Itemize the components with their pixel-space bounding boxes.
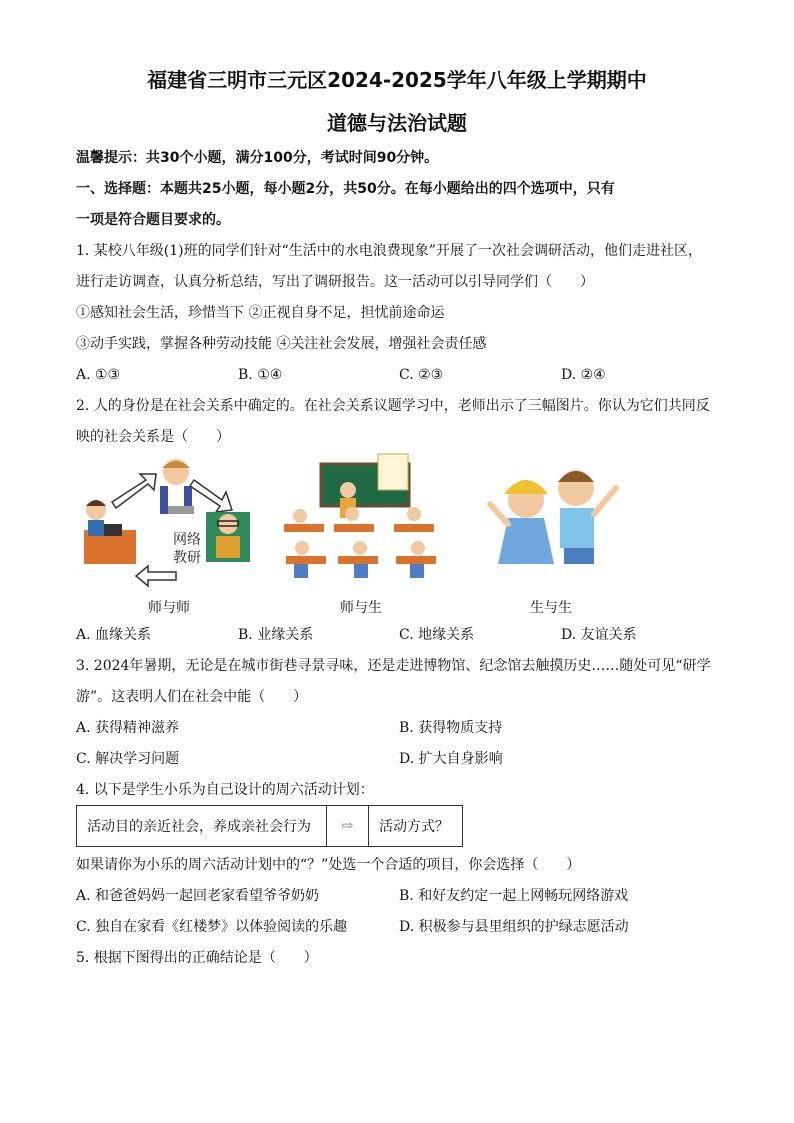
student-student-picture xyxy=(490,470,616,564)
q2-stem-line1: 2. 人的身份是在社会关系中确定的。在社会关系议题学习中，老师出示了三幅图片。你认为它们共同反 xyxy=(76,398,710,414)
q2-option-c[interactable]: C. 地缘关系 xyxy=(399,627,475,643)
q4-option-a[interactable]: A. 和爸爸妈妈一起回老家看望爷爷奶奶 xyxy=(76,888,320,904)
q3-stem-line2: 游”。这表明人们在社会中能（ ） xyxy=(76,689,308,705)
caption-teacher-teacher: 师与师 xyxy=(148,600,190,616)
q2-option-b[interactable]: B. 业缘关系 xyxy=(238,627,314,643)
q1-option-c[interactable]: C. ②③ xyxy=(399,367,444,383)
activity-purpose-cell: 活动目的亲近社会，养成亲社会行为 xyxy=(77,806,327,846)
exam-subtitle: 道德与法治试题 xyxy=(327,111,467,135)
section-heading-line1: 一、选择题：本题共25小题，每小题2分，共50分。在每小题给出的四个选项中，只有 xyxy=(76,181,615,197)
q1-option-b[interactable]: B. ①④ xyxy=(238,367,283,383)
q1-option-a[interactable]: A. ①③ xyxy=(76,367,121,383)
q3-stem-line1: 3. 2024年暑期，无论是在城市街巷寻景寻味，还是走进博物馆、纪念馆去触摸历史……随处可见“研学 xyxy=(76,658,711,674)
q1-option-d[interactable]: D. ②④ xyxy=(561,367,606,383)
teacher-teacher-picture xyxy=(84,459,250,586)
q1-statement-2: ③动手实践，掌握各种劳动技能 ④关注社会发展，增强社会责任感 xyxy=(76,336,487,352)
network-research-label-line2: 教研 xyxy=(173,550,201,566)
q4-option-d[interactable]: D. 积极参与县里组织的护绿志愿活动 xyxy=(399,919,629,935)
q4-option-c[interactable]: C. 独自在家看《红楼梦》以体验阅读的乐趣 xyxy=(76,919,348,935)
q5-stem-line1: 5. 根据下图得出的正确结论是（ ） xyxy=(76,950,318,966)
network-research-label-line1: 网络 xyxy=(173,532,201,548)
q1-stem-line1: 1. 某校八年级(1)班的同学们针对“生活中的水电浪费现象”开展了一次社会调研活动，他们走进社区， xyxy=(76,243,702,259)
q2-option-d[interactable]: D. 友谊关系 xyxy=(561,627,637,643)
q1-stem-line2: 进行走访调查，认真分析总结，写出了调研报告。这一活动可以引导同学们（ ） xyxy=(76,274,594,290)
q2-stem-line2: 映的社会关系是（ ） xyxy=(76,429,230,445)
arrow-right-icon: ⇨ xyxy=(327,806,369,846)
teacher-student-picture xyxy=(284,454,436,578)
q1-statement-1: ①感知社会生活，珍惜当下 ②正视自身不足，担忧前途命运 xyxy=(76,305,445,321)
q3-option-b[interactable]: B. 获得物质支持 xyxy=(399,720,503,736)
q4-stem-line1: 4. 以下是学生小乐为自己设计的周六活动计划： xyxy=(76,782,374,798)
caption-teacher-student: 师与生 xyxy=(340,600,382,616)
q4-activity-plan-table xyxy=(76,805,463,847)
q3-option-a[interactable]: A. 获得精神滋养 xyxy=(76,720,180,736)
q4-option-b[interactable]: B. 和好友约定一起上网畅玩网络游戏 xyxy=(399,888,629,904)
q3-option-d[interactable]: D. 扩大自身影响 xyxy=(399,751,503,767)
q2-relationship-illustration xyxy=(76,452,636,617)
q4-stem-line2: 如果请你为小乐的周六活动计划中的“？”处选一个合适的项目，你会选择（ ） xyxy=(76,857,581,873)
notice: 温馨提示：共30个小题，满分100分，考试时间90分钟。 xyxy=(76,150,439,166)
section-heading-line2: 一项是符合题目要求的。 xyxy=(76,212,230,228)
q2-option-a[interactable]: A. 血缘关系 xyxy=(76,627,152,643)
q3-option-c[interactable]: C. 解决学习问题 xyxy=(76,751,180,767)
caption-student-student: 生与生 xyxy=(530,600,572,616)
activity-method-cell: 活动方式？ xyxy=(379,819,449,835)
exam-title: 福建省三明市三元区2024-2025学年八年级上学期期中 xyxy=(147,68,647,92)
